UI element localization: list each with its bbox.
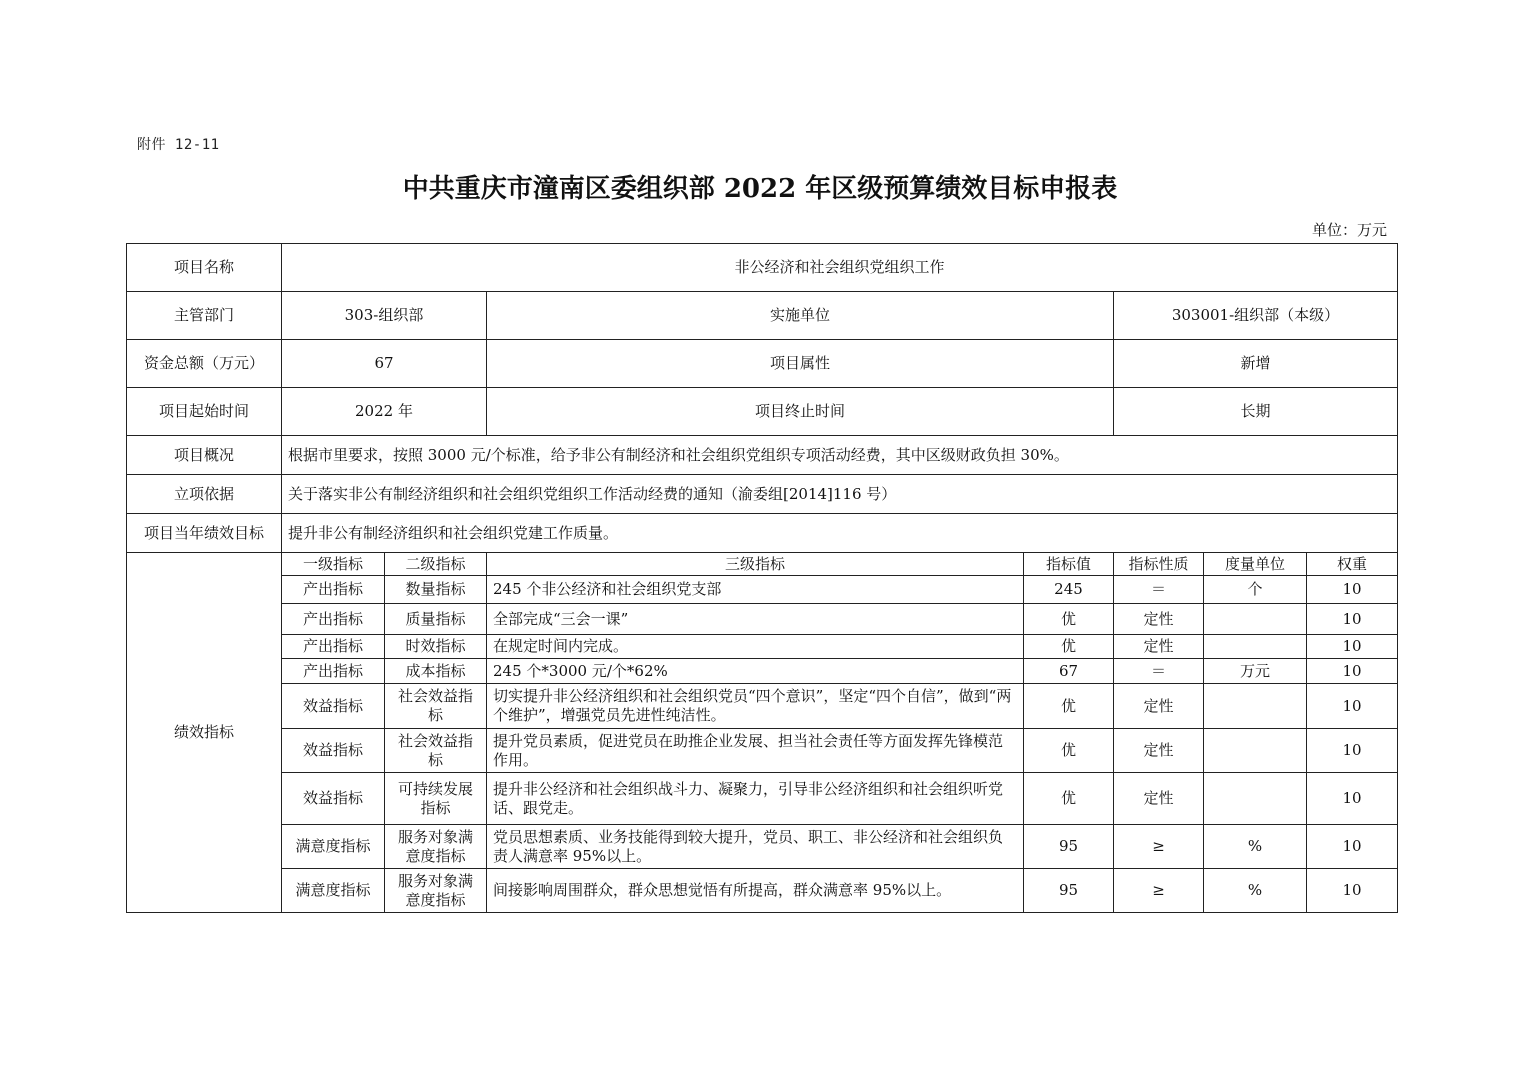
indicator-unit: 个 [1204, 576, 1307, 604]
indicator-l3: 党员思想素质、业务技能得到较大提升，党员、职工、非公经济和社会组织负责人满意率 95%以上。 [487, 825, 1024, 869]
indicator-value: 95 [1024, 825, 1114, 869]
indicator-weight: 10 [1307, 684, 1398, 729]
indicator-l1: 效益指标 [282, 684, 385, 729]
indicator-unit: 万元 [1204, 659, 1307, 684]
indicator-l2: 服务对象满意度指标 [385, 869, 487, 913]
indicator-nature: 定性 [1114, 773, 1204, 825]
indicator-value: 优 [1024, 604, 1114, 635]
indicator-value: 优 [1024, 729, 1114, 773]
indicator-l2: 可持续发展指标 [385, 773, 487, 825]
funds-label: 资金总额（万元） [127, 340, 282, 388]
impl-value: 303001-组织部（本级） [1114, 292, 1398, 340]
start-label: 项目起始时间 [127, 388, 282, 436]
indicator-unit: % [1204, 869, 1307, 913]
indicator-nature: ＝ [1114, 576, 1204, 604]
indicator-value: 67 [1024, 659, 1114, 684]
indicator-l3: 切实提升非公经济组织和社会组织党员“四个意识”，坚定“四个自信”，做到“两个维护”，增强党员先进性纯洁性。 [487, 684, 1024, 729]
indicator-row [127, 635, 1398, 659]
attachment-label: 附件 12-11 [137, 137, 220, 153]
dept-label: 主管部门 [127, 292, 282, 340]
unit-label: 单位：万元 [1311, 221, 1387, 239]
indicator-nature: 定性 [1114, 729, 1204, 773]
goal-label: 项目当年绩效目标 [127, 514, 282, 553]
indicator-unit [1204, 684, 1307, 729]
header-weight: 权重 [1307, 553, 1398, 576]
indicator-value: 优 [1024, 773, 1114, 825]
indicator-l1: 产出指标 [282, 604, 385, 635]
row-project-name [127, 244, 1398, 292]
row-overview [127, 436, 1398, 475]
indicator-l3: 提升非公经济和社会组织战斗力、凝聚力，引导非公经济组织和社会组织听党话、跟党走。 [487, 773, 1024, 825]
indicators-label: 绩效指标 [127, 553, 282, 913]
indicator-value: 95 [1024, 869, 1114, 913]
impl-label: 实施单位 [487, 292, 1114, 340]
indicator-l3: 245 个*3000 元/个*62% [487, 659, 1024, 684]
row-basis [127, 475, 1398, 514]
indicator-row [127, 684, 1398, 729]
indicator-header-row [127, 553, 1398, 576]
indicator-nature: 定性 [1114, 684, 1204, 729]
indicator-row [127, 869, 1398, 913]
indicator-row [127, 825, 1398, 869]
indicator-nature: 定性 [1114, 635, 1204, 659]
indicator-weight: 10 [1307, 576, 1398, 604]
goal-value: 提升非公有制经济组织和社会组织党建工作质量。 [282, 514, 1398, 553]
indicator-l2: 社会效益指标 [385, 684, 487, 729]
dept-value: 303-组织部 [282, 292, 487, 340]
indicator-row [127, 659, 1398, 684]
indicator-row [127, 773, 1398, 825]
indicator-l1: 产出指标 [282, 659, 385, 684]
indicator-nature: 定性 [1114, 604, 1204, 635]
indicator-l1: 满意度指标 [282, 869, 385, 913]
indicator-l2: 服务对象满意度指标 [385, 825, 487, 869]
indicator-l3: 245 个非公经济和社会组织党支部 [487, 576, 1024, 604]
header-nature: 指标性质 [1114, 553, 1204, 576]
indicator-weight: 10 [1307, 825, 1398, 869]
indicator-unit [1204, 773, 1307, 825]
indicator-l1: 满意度指标 [282, 825, 385, 869]
budget-target-table [126, 243, 1398, 913]
indicator-l3: 全部完成“三会一课” [487, 604, 1024, 635]
indicator-l2: 时效指标 [385, 635, 487, 659]
indicator-l2: 成本指标 [385, 659, 487, 684]
end-value: 长期 [1114, 388, 1398, 436]
header-l2: 二级指标 [385, 553, 487, 576]
indicator-weight: 10 [1307, 604, 1398, 635]
indicator-row [127, 576, 1398, 604]
end-label: 项目终止时间 [487, 388, 1114, 436]
indicator-l2: 数量指标 [385, 576, 487, 604]
project-name-value: 非公经济和社会组织党组织工作 [282, 244, 1398, 292]
attr-value: 新增 [1114, 340, 1398, 388]
indicator-weight: 10 [1307, 635, 1398, 659]
indicator-l1: 效益指标 [282, 729, 385, 773]
page-title: 中共重庆市潼南区委组织部 2022 年区级预算绩效目标申报表 [402, 174, 1118, 204]
basis-value: 关于落实非公有制经济组织和社会组织党组织工作活动经费的通知（渝委组[2014]116 号） [282, 475, 1398, 514]
start-value: 2022 年 [282, 388, 487, 436]
header-l1: 一级指标 [282, 553, 385, 576]
row-dept [127, 292, 1398, 340]
header-value: 指标值 [1024, 553, 1114, 576]
indicator-unit [1204, 635, 1307, 659]
attr-label: 项目属性 [487, 340, 1114, 388]
indicator-l2: 社会效益指标 [385, 729, 487, 773]
header-unit: 度量单位 [1204, 553, 1307, 576]
indicator-l1: 产出指标 [282, 635, 385, 659]
indicator-unit [1204, 729, 1307, 773]
funds-value: 67 [282, 340, 487, 388]
indicator-nature: ＝ [1114, 659, 1204, 684]
row-funds [127, 340, 1398, 388]
basis-label: 立项依据 [127, 475, 282, 514]
indicator-l1: 产出指标 [282, 576, 385, 604]
indicator-value: 优 [1024, 684, 1114, 729]
indicator-l3: 提升党员素质，促进党员在助推企业发展、担当社会责任等方面发挥先锋模范作用。 [487, 729, 1024, 773]
row-time [127, 388, 1398, 436]
indicator-row [127, 604, 1398, 635]
indicator-unit [1204, 604, 1307, 635]
indicator-unit: % [1204, 825, 1307, 869]
header-l3: 三级指标 [487, 553, 1024, 576]
indicator-l3: 在规定时间内完成。 [487, 635, 1024, 659]
indicator-l1: 效益指标 [282, 773, 385, 825]
project-name-label: 项目名称 [127, 244, 282, 292]
indicator-weight: 10 [1307, 773, 1398, 825]
overview-value: 根据市里要求，按照 3000 元/个标准，给予非公有制经济和社会组织党组织专项活动经费，其中区级财政负担 30%。 [282, 436, 1398, 475]
indicator-row [127, 729, 1398, 773]
indicator-value: 245 [1024, 576, 1114, 604]
indicator-nature: ≥ [1114, 869, 1204, 913]
indicator-weight: 10 [1307, 659, 1398, 684]
indicator-weight: 10 [1307, 869, 1398, 913]
row-goal [127, 514, 1398, 553]
indicator-l3: 间接影响周围群众，群众思想觉悟有所提高，群众满意率 95%以上。 [487, 869, 1024, 913]
indicator-value: 优 [1024, 635, 1114, 659]
indicator-weight: 10 [1307, 729, 1398, 773]
overview-label: 项目概况 [127, 436, 282, 475]
indicator-l2: 质量指标 [385, 604, 487, 635]
indicator-nature: ≥ [1114, 825, 1204, 869]
